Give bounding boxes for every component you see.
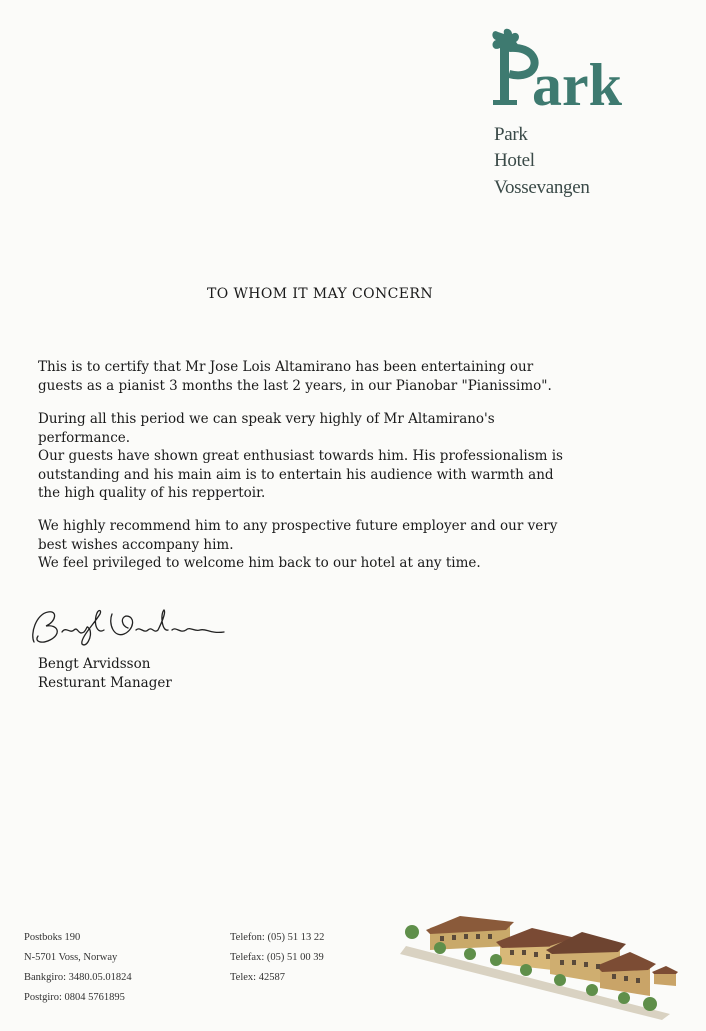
body-line: We feel privileged to welcome him back to our hotel at any time. (38, 555, 481, 571)
park-hotel-logo (490, 26, 630, 112)
body-line: the high quality of his reppertoir. (38, 485, 266, 501)
paragraph-performance (38, 410, 638, 503)
handwritten-signature (28, 604, 238, 656)
footer-contact-block (230, 928, 324, 988)
body-line: outstanding and his main aim is to entertain his audience with warmth and (38, 466, 554, 483)
paragraph-recommendation (38, 517, 638, 573)
footer-fax: Telefax: (05) 51 00 39 (230, 952, 324, 963)
footer-telex: Telex: 42587 (230, 972, 285, 983)
hotel-building-illustration (400, 910, 680, 1026)
footer-phone: Telefon: (05) 51 13 22 (230, 932, 325, 943)
letterhead-line-location: Vossevangen (494, 177, 590, 198)
body-line: performance. (38, 429, 131, 446)
signer-title: Resturant Manager (38, 675, 172, 691)
letter-heading: TO WHOM IT MAY CONCERN (207, 286, 433, 302)
footer-address-line: Postgiro: 0804 5761895 (24, 992, 125, 1003)
footer-address-line: Postboks 190 (24, 932, 81, 943)
letterhead-line-hotel: Hotel (494, 150, 535, 171)
body-line: guests as a pianist 3 months the last 2 years, in our Pianobar "Pianissimo". (38, 377, 552, 394)
footer-address-block (24, 928, 132, 1008)
body-line: This is to certify that Mr Jose Lois Altamirano has been entertaining our (38, 359, 534, 375)
signer-name: Bengt Arvidsson (38, 656, 151, 672)
body-line: Our guests have shown great enthusiast towards him. His professionalism is (38, 448, 563, 464)
body-line: best wishes accompany him. (38, 536, 234, 553)
svg-text:ark: ark (532, 52, 622, 112)
paragraph-certification (38, 358, 638, 395)
leaf-p-logo-icon (490, 26, 630, 112)
body-line: We highly recommend him to any prospective future employer and our very (38, 518, 558, 534)
letterhead-line-park: Park (494, 124, 528, 145)
body-line: During all this period we can speak very highly of Mr Altamirano's (38, 411, 495, 427)
footer-address-line: Bankgiro: 3480.05.01824 (24, 972, 132, 983)
footer-address-line: N-5701 Voss, Norway (24, 952, 118, 963)
